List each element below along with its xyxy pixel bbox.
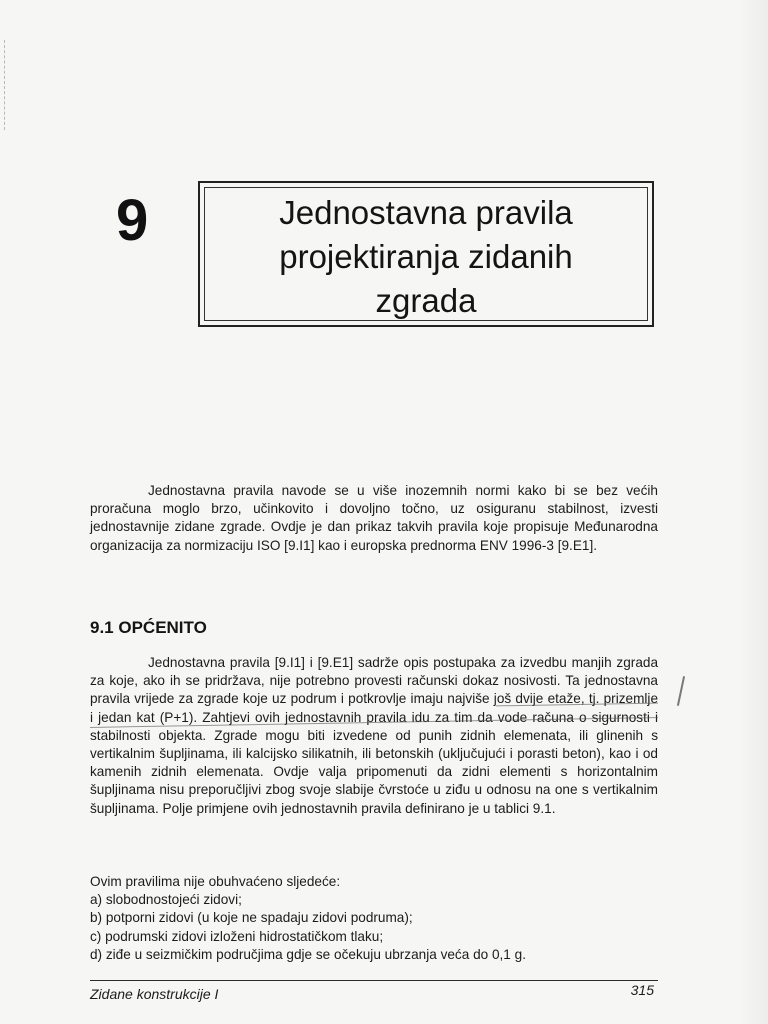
list-item: b) potporni zidovi (u koje ne spadaju zidovi podruma); bbox=[90, 910, 413, 926]
section-body bbox=[90, 654, 658, 818]
intro-section bbox=[90, 482, 658, 555]
chapter-title-line-2: projektiranja zidanih bbox=[279, 238, 573, 275]
exclusions-list-block bbox=[90, 873, 658, 964]
section-heading: 9.1 OPĆENITO bbox=[90, 618, 207, 637]
scan-shadow bbox=[738, 0, 768, 1024]
chapter-title-line-3: zgrada bbox=[375, 282, 477, 319]
list-lead: Ovim pravilima nije obuhvaćeno sljedeće: bbox=[90, 874, 341, 889]
footer-rule bbox=[90, 980, 658, 981]
scan-edge-marks bbox=[4, 40, 7, 130]
chapter-title bbox=[210, 191, 642, 323]
chapter-number: 9 bbox=[116, 188, 149, 253]
section-paragraph: Jednostavna pravila [9.I1] i [9.E1] sadrže opis postupaka za izvedbu manjih zgrada za koje, ako ih se pridržava, nije potrebno provesti računski dokaz nosivosti. Ta jednostavna pravila vrijede za zgrade koje uz podrum i potkrovlje imaju najviše još dvije etaže, tj. prizemlje i jedan kat (P+1). Zahtjevi ovih jednostavnih pravila idu za tim da vode računa o sigurnosti i stabilnosti objekta. Zgrade mogu biti izvedene od punih zidnih elemenata, ili glinenih s vertikalnim šupljinama, ili kalcijsko silikatnih, ili betonskih (uključujući i porasti beton), kao i od kamenih zidnih elemenata. Ovdje valja pripomenuti da zidni elementi s horizontalnim šupljinama nisu preporučljivi zbog svoje slabije čvrstoće u ziđu u odnosu na one s vertikalnim šupljinama. Polje primjene ovih jednostavnih pravila definirano je u tablici 9.1. bbox=[90, 655, 658, 816]
chapter-title-line-1: Jednostavna pravila bbox=[279, 194, 573, 231]
footer-book-title: Zidane konstrukcije I bbox=[90, 986, 219, 1002]
list-item: d) ziđe u seizmičkim područjima gdje se očekuju ubrzanja veća do 0,1 g. bbox=[90, 946, 526, 962]
list-item: c) podrumski zidovi izloženi hidrostatičkom tlaku; bbox=[90, 928, 384, 944]
intro-paragraph: Jednostavna pravila navode se u više inozemnih normi kako bi se bez većih proračuna moglo brzo, učinkovito i dovoljno točno, uz osiguranu stabilnost, izvesti jednostavnije zidane zgrade. Ovdje je dan prikaz takvih pravila koje propisuje Međunarodna organizacija za normizaciju ISO [9.I1] kao i europska prednorma ENV 1996-3 [9.E1]. bbox=[90, 483, 658, 553]
list-item: a) slobodnostojeći zidovi; bbox=[90, 892, 242, 908]
handwritten-mark bbox=[677, 676, 685, 706]
footer-page-number: 315 bbox=[630, 982, 654, 998]
chapter-title-box bbox=[198, 181, 654, 327]
exclusions-list bbox=[90, 891, 658, 964]
